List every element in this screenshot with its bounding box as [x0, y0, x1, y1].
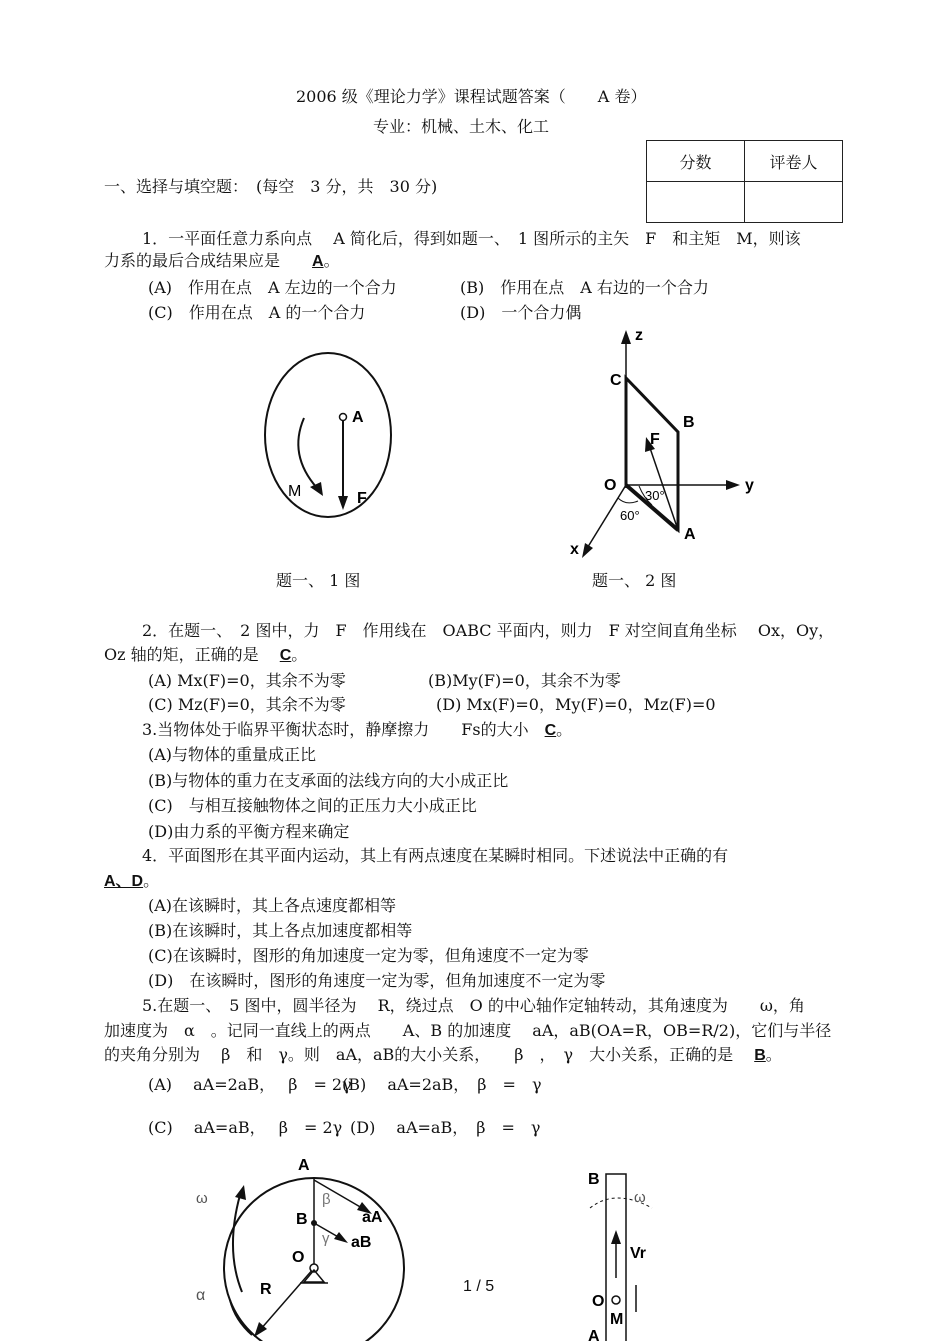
fig2-z-arrowhead: [621, 330, 631, 344]
fig2-label-30: 30°: [645, 488, 665, 503]
q4-option-a: (A)在该瞬时，其上各点速度都相等: [148, 896, 397, 915]
q4-stem-line2: A、D。: [104, 871, 160, 890]
exam-major: 专业：机械、土木、化工: [373, 117, 550, 136]
fig1-label-m: M: [288, 483, 302, 500]
figure-6: [570, 1160, 680, 1341]
fig5-label-gamma: γ: [322, 1230, 330, 1247]
q2-option-b: (B)My(F)=0，其余不为零: [428, 671, 621, 690]
fig5-point-b: [311, 1220, 317, 1226]
fig5-label-beta: β: [322, 1191, 331, 1208]
q2-option-d: (D) Mx(F)=0，My(F)=0，Mz(F)=0: [436, 695, 716, 714]
q5-answer: B: [754, 1047, 766, 1064]
fig1-force-arrowhead: [338, 496, 348, 510]
fig5-omega-arrowhead: [235, 1185, 246, 1200]
q1-option-a: (A) 作用在点 A 左边的一个合力: [148, 278, 397, 297]
fig5-label-r: R: [260, 1281, 272, 1298]
fig1-moment-arc: [298, 418, 317, 488]
fig1-point-a: [340, 414, 347, 421]
fig6-label-b: B: [588, 1171, 600, 1188]
q2-answer: C: [279, 647, 292, 664]
fig5-label-ab: aB: [351, 1234, 372, 1251]
fig1-moment-arrowhead: [310, 482, 323, 496]
fig2-label-y: y: [745, 477, 754, 494]
fig6-label-a: A: [588, 1328, 600, 1341]
fig6-vr-arrowhead: [611, 1230, 621, 1244]
q5-option-a: (A) aA=2aB， β = 2γ: [148, 1075, 352, 1094]
fig2-label-a: A: [684, 526, 696, 543]
q5-option-b: (B) aA=2aB， β = γ: [342, 1075, 542, 1094]
fig5-label-aa: aA: [362, 1209, 383, 1226]
fig1-label-f: F: [357, 490, 367, 507]
fig5-radius-r: [260, 1268, 314, 1330]
q5-stem-line3: 的夹角分别为 β 和 γ。则 aA，aB的大小关系， β ， γ 大小关系，正确的是 B。: [104, 1045, 782, 1064]
fig2-label-o: O: [604, 477, 617, 494]
fig2-x-arrowhead: [582, 543, 593, 558]
exam-title: 2006 级《理论力学》课程试题答案（ A 卷）: [296, 87, 647, 106]
fig5-label-o: O: [292, 1249, 305, 1266]
q3-option-b: (B)与物体的重力在支承面的法线方向的大小成正比: [148, 771, 509, 790]
q5-option-d: (D) aA=aB， β = γ: [350, 1118, 541, 1137]
fig1-label-a: A: [352, 409, 364, 426]
q5-stem-line2: 加速度为 α 。记同一直线上的两点 A、B 的加速度 aA，aB(OA=R，OB=R/2)，它们与半径: [104, 1021, 832, 1040]
figure-5: [180, 1150, 430, 1341]
q4-option-d: (D) 在该瞬时，图形的角速度一定为零，但角加速度不一定为零: [148, 971, 606, 990]
q1-option-d: (D) 一个合力偶: [460, 303, 582, 322]
fig6-label-m: M: [610, 1311, 624, 1328]
q2-stem-line1: 2．在题一、 2 图中，力 F 作用线在 OABC 平面内，则力 F 对空间直角坐标 Ox，Oy，: [142, 621, 835, 640]
fig2-label-c: C: [610, 372, 622, 389]
fig2-label-x: x: [570, 541, 579, 558]
q5-stem-line1: 5.在题一、 5 图中，圆半径为 R，绕过点 O 的中心轴作定轴转动，其角速度为 ω，角: [142, 996, 805, 1015]
fig2-y-arrowhead: [726, 480, 740, 490]
q1-answer: A: [312, 253, 324, 270]
q5-option-c: (C) aA=aB， β = 2γ: [148, 1118, 343, 1137]
grader-header: 评卷人: [745, 141, 843, 182]
fig6-pivot: [612, 1296, 620, 1304]
q3-stem: 3.当物体处于临界平衡状态时，静摩擦力 Fs的大小 C。: [142, 720, 573, 739]
page-number: 1 / 5: [463, 1278, 495, 1295]
fig5-label-alpha: α: [196, 1287, 206, 1304]
q2-stem-line2: Oz 轴的矩，正确的是 C。: [104, 645, 308, 664]
fig5-label-omega: ω: [196, 1190, 208, 1207]
score-table: [646, 140, 843, 223]
q4-answer: A、D: [104, 873, 144, 890]
q4-option-b: (B)在该瞬时，其上各点加速度都相等: [148, 921, 413, 940]
q2-option-c: (C) Mz(F)=0，其余不为零: [148, 695, 346, 714]
score-cell: [647, 182, 745, 223]
fig6-label-vr: Vr: [630, 1245, 647, 1262]
fig2-label-z: z: [635, 327, 643, 344]
fig6-label-omega: ω: [634, 1189, 646, 1206]
q1-stem-line1: 1．一平面任意力系向点 A 简化后，得到如题一、 1 图所示的主矢 F 和主矩 M，则该: [142, 229, 801, 248]
fig2-label-f: F: [650, 431, 660, 448]
q3-option-c: (C) 与相互接触物体之间的正压力大小成正比: [148, 796, 477, 815]
q1-option-b: (B) 作用在点 A 右边的一个合力: [460, 278, 709, 297]
q3-answer: C: [544, 722, 557, 739]
q3-option-d: (D)由力系的平衡方程来确定: [148, 822, 350, 841]
q4-stem-line1: 4．平面图形在其平面内运动，其上有两点速度在某瞬时相同。下述说法中正确的有: [142, 846, 729, 865]
fig2-label-b: B: [683, 414, 695, 431]
fig5-label-a: A: [298, 1157, 310, 1174]
figure-1: [240, 350, 420, 520]
grader-cell: [745, 182, 843, 223]
q3-option-a: (A)与物体的重量成正比: [148, 745, 317, 764]
q1-option-c: (C) 作用在点 A 的一个合力: [148, 303, 366, 322]
fig1-caption: 题一、 1 图: [276, 571, 361, 590]
figure-2: [560, 320, 780, 560]
q4-option-c: (C)在该瞬时，图形的角加速度一定为零，但角速度不一定为零: [148, 946, 589, 965]
fig5-omega-arc: [233, 1195, 242, 1292]
fig2-angle-arc-60: [618, 498, 638, 503]
fig2-caption: 题一、 2 图: [592, 571, 677, 590]
q1-stem-line2: 力系的最后合成结果应是 A。: [104, 251, 340, 270]
section-heading: 一、选择与填空题： (每空 3 分，共 30 分): [104, 177, 438, 196]
fig1-ellipse: [265, 353, 391, 517]
fig5-label-b: B: [296, 1211, 308, 1228]
score-header: 分数: [647, 141, 745, 182]
fig6-label-o: O: [592, 1293, 605, 1310]
fig2-label-60: 60°: [620, 508, 640, 523]
fig5-acc-b-arrowhead: [334, 1232, 348, 1243]
q2-option-a: (A) Mx(F)=0，其余不为零: [148, 671, 346, 690]
